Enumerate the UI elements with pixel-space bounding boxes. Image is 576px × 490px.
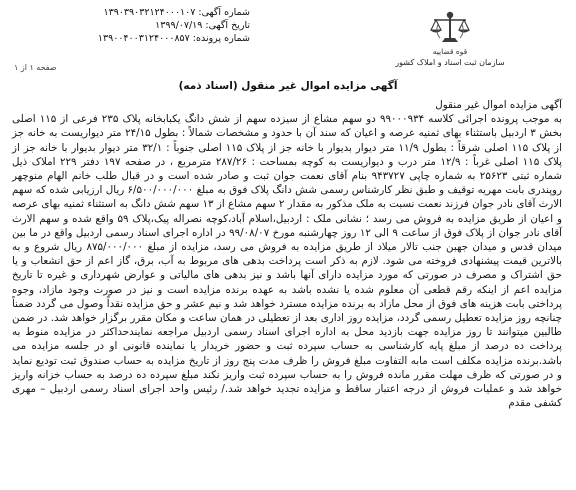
org-name: سازمان ثبت اسناد و املاک کشور (395, 58, 505, 67)
org-emblem-block (390, 8, 510, 68)
notice-intro: آگهی مزایده اموال غیر منقول (435, 99, 562, 111)
page-number: صفحه ۱ از ۱ (14, 63, 57, 72)
notice-date: تاریخ آگهی: ۱۳۹۹/۰۷/۱۹ (155, 20, 250, 31)
notice-number: شماره آگهی: ۱۳۹۰۳۹۰۳۲۱۲۴۰۰۰۱۰۷ (103, 7, 250, 18)
org-subtitle: قوه قضاییه (432, 47, 468, 56)
notice-meta (10, 6, 250, 45)
notice-title: آگهی مزایده اموال غیر منقول (اسناد ذمه) (178, 80, 398, 92)
judiciary-emblem-icon (428, 8, 472, 46)
case-number: شماره پرونده: ۱۳۹۰۰۴۰۰۳۱۲۴۰۰۰۸۵۷ (97, 33, 250, 44)
notice-paragraph: به موجب پرونده اجرائی کلاسه ۹۹۰۰۰۹۳۴ دو سهم مشاع از سیزده سهم از شش دانگ یکبابخانه پلاک ۲۳۵ فرعی از ۱۱۵ اصلی بخش ۳ اردبیل باستثناء بهای ثمنیه عرصه و اعیان که سند آن با حدود و مشخصات شمالاً : بطول ۲۴/۱۵ متر دیواریست به خانه جز از پلاک ۱۱۵ اصلی شرقاً : بطول ۱۱/۹ متر دیوار بدیوار با خانه جز از پلاک ۱۱۵ اصلی جنوباً : ۳۲/۱ متر دیوار بدیوار با خانه جز از پلاک ۱۱۵ اصلی غرباً : ۱۲/۹ متر درب و دیواریست به کوچه بمساحت : ۲۸۷/۲۶ مترمربع ، در صفحه ۱۹۷ دفتر ۲۲۹ املاک ذیل شماره ثبتی ۲۵۶۲۳ به شماره چاپی ۹۴۳۷۲۷ بنام آقای نعمت جوان ثبت و صادر شده است و در قبال طلب خانم الهام منوچهر روپندری بابت مهریه توقیف و طبق نظر کارشناس رسمی شش دانگ پلاک فوق به مبلغ ۶/۵۰۰/۰۰۰/۰۰۰ ریال ارزیابی شده که سهم الارث آقای نادر جوان فرزند نعمت نسبت به ملک مذکور به مقدار ۲ سهم مشاع از ۱۳ سهم شش دانگ به استثناء ثمنیه بهای عرصه و اعیان از طریق مزایده به فروش می رسد ؛ نشانی ملک : اردبیل،اسلام آباد،کوچه نصراله پیک،پلاک ۵۹ واقع شده و سهم الارث آقای نادر جوان از پلاک فوق از ساعت ۹ الی ۱۲ روز چهارشنبه مورخ ۹۹/۰۸/۰۷ در اداره اجرای اسناد رسمی اردبیل واقع در ما بین میدان قدس و میدان جهبن جنب تالار میلاد از طریق مزایده به فروش می رسد، مزایده از مبلغ ۸۷۵/۰۰۰/۰۰۰ ریال شروع و به بالاترین قیمت پیشنهادی فروخته می شود. لازم به ذکر است پرداخت بدهی های مربوط به آب، برق، گاز اعم از حق انشعاب و یا حق اشتراک و مصرف در صورتی که مورد مزایده دارای آنها باشد و نیز بدهی های مالیاتی و عوارض شهرداری و غیره تا تاریخ مزایده اعم از اینکه رقم قطعی آن معلوم شده یا نشده باشد به عهده برنده مزایده است و نیز در صورت وجود مازاد، وجوه پرداختی بابت هزینه های فوق از محل مازاد به برنده مزایده مسترد خواهد شد و نیم عشر و حق مزایده نقداً وصول می گردد ضمناً چنانچه روز مزایده تعطیل رسمی گردد، مزایده روز اداری بعد از تعطیلی در همان ساعت و مکان مقرر برگزار خواهد شد. در ضمن طالبین میتوانند تا روز مزایده جهت بازدید محل به اداره اجرای اسناد رسمی اردبیل مراجعه نمایندحداکثر در مزایده منوط به پرداخت ده درصد از مبلغ پایه کارشناسی به حساب سپرده ثبت و حضور خریدار یا نماینده قانونی او در جلسه مزایده می باشد.برنده مزایده مکلف است مابه التفاوت مبلغ فروش را ظرف مدت پنج روز از تاریخ مزایده به حساب صندوق ثبت تودیع نماید و در صورتی که ظرف مهلت مقرر مانده فروش را به حساب سپرده ثبت واریز نکند مبلغ سپرده ده درصد به حساب خزانه واریز خواهد شد و عملیات فروش از درجه اعتبار ساقط و مزایده تجدید خواهد شد./ رئیس واحد اجرای اسناد رسمی اردبیل – مهری کشفی مقدم (12, 113, 563, 410)
notice-body (12, 98, 562, 410)
